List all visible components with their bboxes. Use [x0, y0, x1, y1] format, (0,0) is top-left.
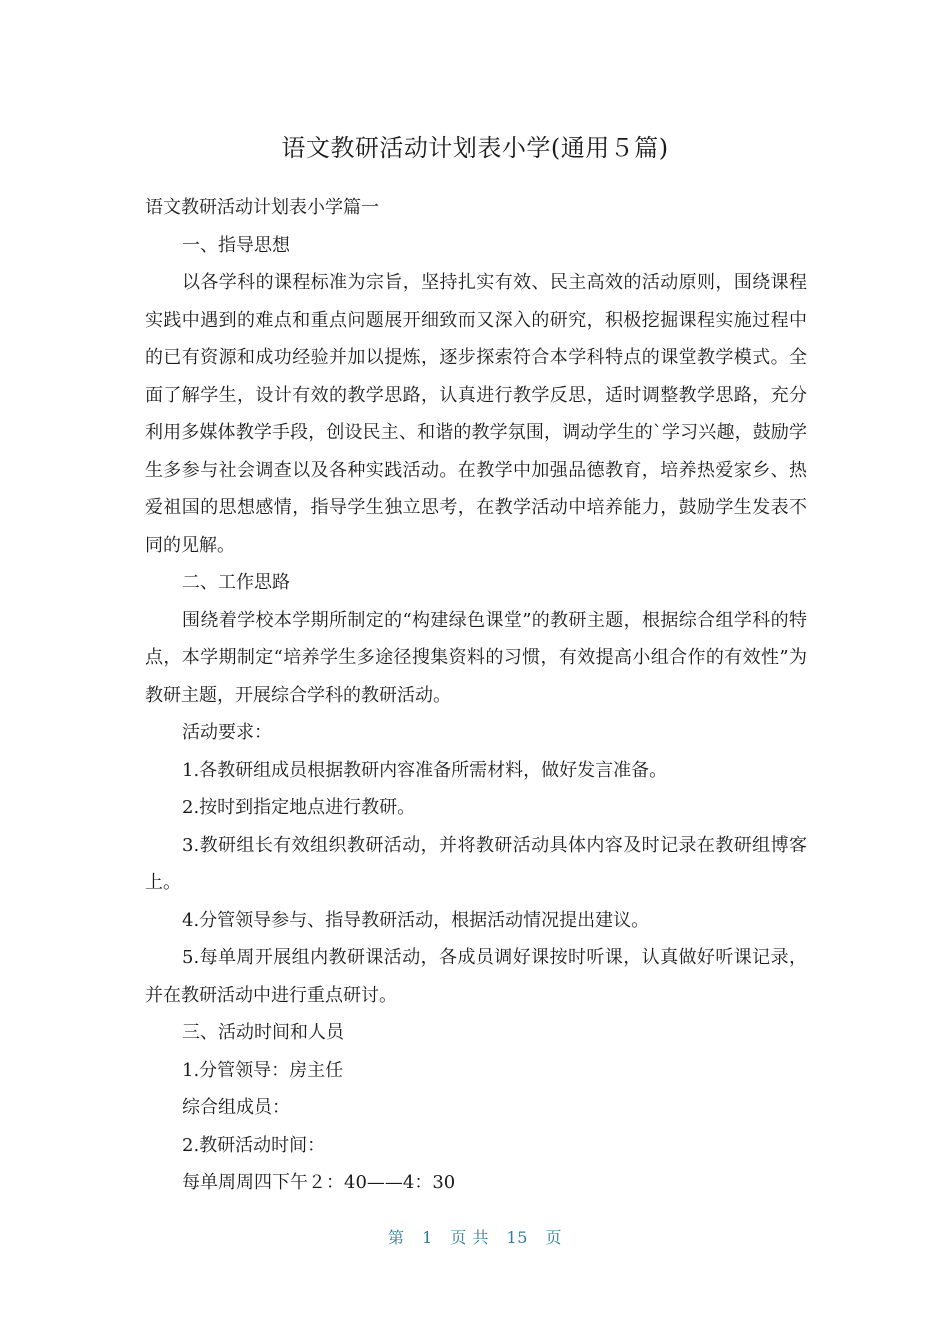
heading-guiding-ideology: 一、指导思想 [182, 234, 290, 256]
paragraph-work-approach: 围绕着学校本学期所制定的“构建绿色课堂”的教研主题，根据综合组学科的特点，本学期制定“培养学生多途径搜集资料的习惯，有效提高小组合作的有效性”为教研主题，开展综合学科的教研活动。 [145, 609, 807, 706]
section-heading: 语文教研活动计划表小学篇一 [145, 197, 379, 218]
activity-time-label: 2.教研活动时间： [182, 1134, 326, 1156]
heading-time-and-staff: 三、活动时间和人员 [182, 1022, 344, 1043]
heading-work-approach: 二、工作思路 [182, 572, 290, 593]
requirement-item-2: 2.按时到指定地点进行教研。 [182, 797, 416, 818]
page-footer [0, 1226, 950, 1250]
footer-prefix: 第 [387, 1228, 405, 1247]
activity-time-value: 每单周周四下午２：40——4：30 [182, 1172, 456, 1193]
heading-activity-requirements: 活动要求： [182, 722, 272, 743]
requirement-item-1: 1.各教研组成员根据教研内容准备所需材料，做好发言准备。 [182, 759, 668, 781]
footer-suffix: 页 [545, 1228, 563, 1247]
requirement-item-4: 4.分管领导参与、指导教研活动，根据活动情况提出建议。 [182, 909, 650, 931]
staff-members: 综合组成员： [182, 1097, 290, 1118]
staff-leader: 1.分管领导：房主任 [182, 1059, 344, 1081]
document-body [145, 189, 807, 1202]
paragraph-guiding-ideology: 以各学科的课程标准为宗旨，坚持扎实有效、民主高效的活动原则，围绕课程实践中遇到的难点和重点问题展开细致而又深入的研究，积极挖掘课程实施过程中的已有资源和成功经验并加以提炼，逐步探索符合本学科特点的课堂教学模式。全面了解学生，设计有效的教学思路，认真进行教学反思，适时调整教学思路，充分利用多媒体教学手段，创设民主、和谐的教学氛围，调动学生的`学习兴趣，鼓励学生多参与社会调查以及各种实践活动。在教学中加强品德教育，培养热爱家乡、热爱祖国的思想感情，指导学生独立思考，在教学活动中培养能力，鼓励学生发表不同的见解。 [145, 272, 807, 556]
requirement-item-5: 5.每单周开展组内教研课活动，各成员调好课按时听课，认真做好听课记录，并在教研活动中进行重点研讨。 [145, 947, 807, 1006]
document-title: 语文教研活动计划表小学(通用５篇) [281, 134, 669, 162]
footer-current-page: 1 [422, 1228, 433, 1247]
footer-middle: 页 共 [450, 1228, 489, 1247]
requirement-item-3: 3.教研组长有效组织教研活动，并将教研活动具体内容及时记录在教研组博客上。 [145, 834, 807, 893]
footer-total-pages: 15 [506, 1228, 528, 1247]
